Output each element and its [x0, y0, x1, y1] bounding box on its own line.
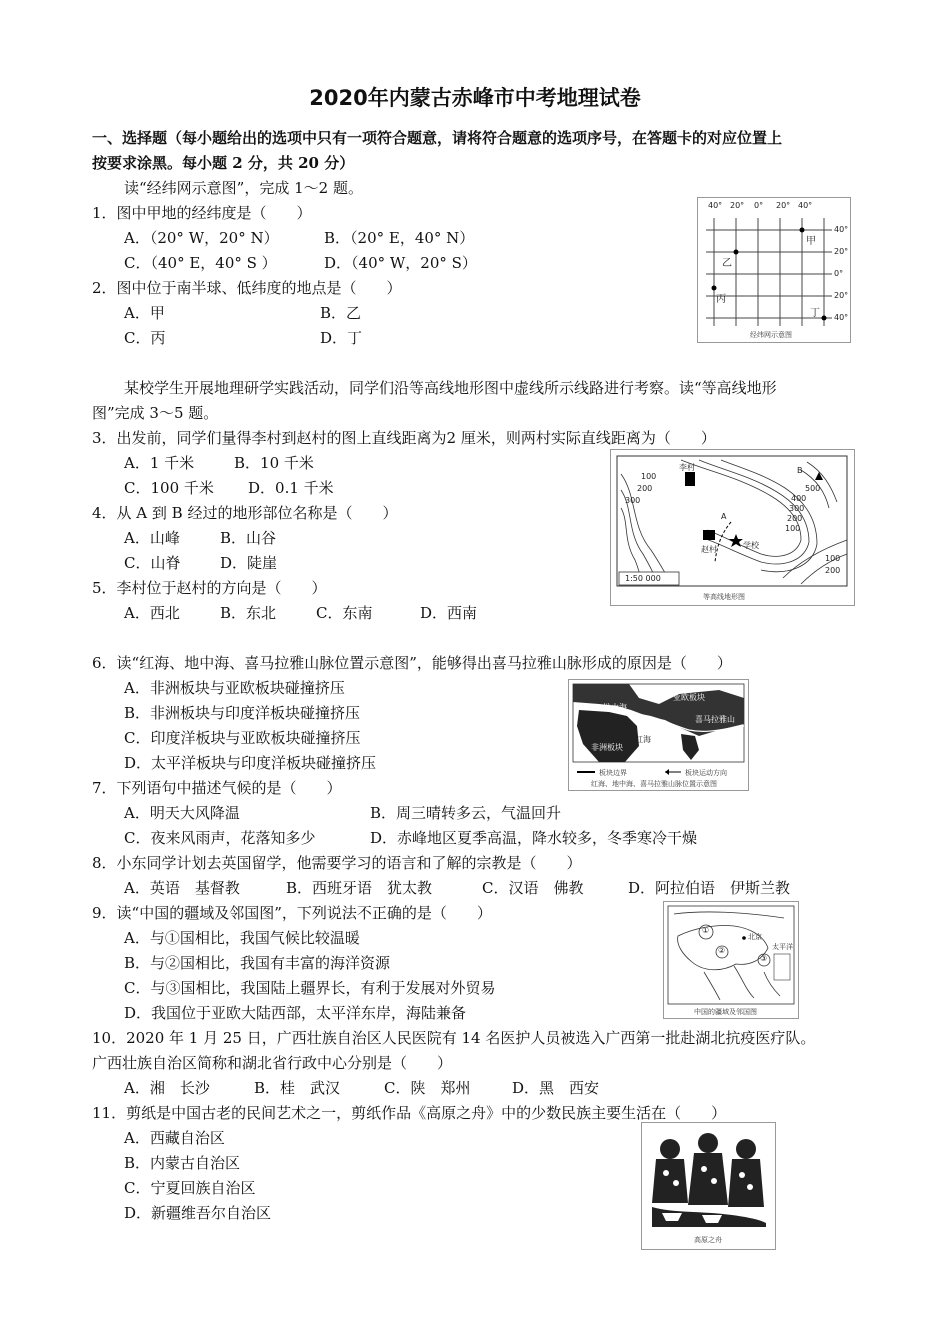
q10-option-c: C．陕 郑州: [384, 1079, 471, 1097]
q2-option-a: A．甲: [124, 304, 165, 322]
q7-option-c: C．夜来风雨声，花落知多少: [124, 829, 316, 847]
papercut-figure: [641, 1122, 776, 1250]
q10-stem-line1: 10．2020 年 1 月 25 日，广西壮族自治区人民医院有 14 名医护人员被选入广西第一批赴湖北抗疫医疗队。: [92, 1029, 816, 1047]
li-village-label: 李村: [679, 463, 695, 472]
q6-option-a: A．非洲板块与亚欧板块碰撞挤压: [124, 679, 345, 697]
intro-2-line1: 某校学生开展地理研学实践活动，同学们沿等高线地形图中虚线所示线路进行考察。读“等高线地形: [124, 379, 777, 397]
contour-caption: 等高线地形图: [703, 593, 745, 601]
red-sea-label: 红海: [635, 735, 651, 744]
label-jia: 甲: [806, 236, 816, 247]
school-label: 学校: [743, 541, 759, 550]
label-bing: 丙: [716, 294, 726, 305]
q11-option-d: D．新疆维吾尔自治区: [124, 1204, 272, 1222]
point-a-label: A: [721, 512, 727, 521]
point-jia: [800, 228, 805, 233]
african-plate-label: 非洲板块: [591, 743, 623, 752]
q7-option-d: D．赤峰地区夏季高温，降水较多，冬季寒冷干燥: [370, 829, 698, 847]
plates-caption: 红海、地中海、喜马拉雅山脉位置示意图: [591, 780, 717, 788]
q11-option-b: B．内蒙古自治区: [124, 1154, 241, 1172]
route-line: [715, 522, 731, 562]
q5-stem: 5．李村位于赵村的方向是（ ）: [92, 579, 327, 597]
contour-label: 400: [791, 494, 807, 503]
q1-option-d: D．（40° W，20° S）: [324, 254, 477, 272]
beijing-dot: [742, 936, 746, 940]
country-3-label: ③: [760, 954, 768, 963]
point-ding: [822, 316, 827, 321]
q4-option-d: D．陡崖: [220, 554, 278, 572]
china-map-figure: [663, 901, 799, 1019]
q6-option-b: B．非洲板块与印度洋板块碰撞挤压: [124, 704, 361, 722]
contour-label: 500: [805, 484, 821, 493]
q9-stem: 9．读“中国的疆域及邻国图”，下列说法不正确的是（ ）: [92, 904, 492, 922]
q4-option-a: A．山峰: [124, 529, 180, 547]
pacific-label: 太平洋: [772, 943, 793, 951]
q5-option-a: A．西北: [124, 604, 180, 622]
q2-option-c: C．丙: [124, 329, 166, 347]
q5-option-b: B．东北: [220, 604, 277, 622]
graticule-map: [698, 198, 850, 342]
q2-stem: 2．图中位于南半球、低纬度的地点是（ ）: [92, 279, 402, 297]
lat-label: 0°: [834, 269, 844, 278]
q7-option-a: A．明天大风降温: [124, 804, 240, 822]
intro-2-line2: 图”完成 3～5 题。: [92, 404, 219, 422]
q8-option-d: D．阿拉伯语 伊斯兰教: [628, 879, 791, 897]
q3-option-d: D．0.1 千米: [248, 479, 334, 497]
q10-option-b: B．桂 武汉: [254, 1079, 341, 1097]
q11-option-a: A．西藏自治区: [124, 1129, 225, 1147]
q6-option-c: C．印度洋板块与亚欧板块碰撞挤压: [124, 729, 361, 747]
peak-triangle-icon: [815, 472, 823, 480]
contour-figure: [610, 449, 855, 606]
beijing-label: 北京: [748, 933, 762, 941]
lon-label: 0°: [754, 201, 764, 210]
lon-label: 20°: [730, 201, 745, 210]
q1-option-b: B．（20° E，40° N）: [324, 229, 475, 247]
lat-label: 20°: [834, 291, 849, 300]
contour-label: 200: [637, 484, 653, 493]
q3-option-c: C．100 千米: [124, 479, 214, 497]
q11-stem: 11．剪纸是中国古老的民间艺术之一，剪纸作品《高原之舟》中的少数民族主要生活在（ ）: [92, 1104, 727, 1122]
contour-label: 100: [825, 554, 841, 563]
point-yi: [734, 250, 739, 255]
papercut-image: [642, 1123, 775, 1249]
contour-label: 100: [785, 524, 801, 533]
q8-stem: 8．小东同学计划去英国留学，他需要学习的语言和了解的宗教是（ ）: [92, 854, 582, 872]
lon-label: 40°: [798, 201, 813, 210]
q4-option-c: C．山脊: [124, 554, 181, 572]
q3-stem: 3．出发前，同学们量得李村到赵村的图上直线距离为2 厘米，则两村实际直线距离为（ ）: [92, 429, 716, 447]
china-map-caption: 中国的疆域及邻国图: [694, 1008, 757, 1016]
q6-stem: 6．读“红海、地中海、喜马拉雅山脉位置示意图”，能够得出喜马拉雅山脉形成的原因是（ ）: [92, 654, 732, 672]
himalaya-label: 喜马拉雅山: [695, 715, 735, 724]
q7-option-b: B．周三晴转多云，气温回升: [370, 804, 562, 822]
q5-option-c: C．东南: [316, 604, 373, 622]
q10-option-a: A．湘 长沙: [124, 1079, 210, 1097]
q2-option-d: D．丁: [320, 329, 363, 347]
q7-stem: 7．下列语句中描述气候的是（ ）: [92, 779, 342, 797]
legend-arrow-icon: [665, 769, 669, 775]
map-scale: 1:50 000: [625, 574, 661, 583]
q10-stem-line2: 广西壮族自治区简称和湖北省行政中心分别是（ ）: [92, 1054, 453, 1072]
graticule-caption: 经纬网示意图: [750, 331, 792, 339]
q1-option-c: C．（40° E，40° S ）: [124, 254, 277, 272]
section-heading-line1: 一、选择题（每小题给出的选项中只有一项符合题意，请将符合题意的选项序号，在答题卡的对应位置上: [92, 129, 783, 147]
country-2-label: ②: [718, 946, 726, 955]
legend-boundary-label: 板块边界: [599, 769, 627, 777]
graticule-figure: [697, 197, 851, 343]
q11-option-c: C．宁夏回族自治区: [124, 1179, 256, 1197]
zhao-village-label: 赵村: [701, 545, 717, 554]
page-title: 2020年内蒙古赤峰市中考地理试卷: [309, 86, 641, 110]
q2-option-b: B．乙: [320, 304, 362, 322]
q5-option-d: D．西南: [420, 604, 478, 622]
plates-figure: [568, 679, 749, 791]
q9-option-b: B．与②国相比，我国有丰富的海洋资源: [124, 954, 391, 972]
q10-option-d: D．黑 西安: [512, 1079, 600, 1097]
q9-option-d: D．我国位于亚欧大陆西部，太平洋东岸，海陆兼备: [124, 1004, 467, 1022]
papercut-caption: 高原之舟: [694, 1236, 722, 1244]
section-heading-line2: 按要求涂黑。每小题 2 分，共 20 分）: [92, 154, 355, 172]
lat-label: 40°: [834, 313, 849, 322]
china-map: [664, 902, 798, 1018]
country-1-label: ①: [702, 926, 710, 935]
contour-label: 200: [825, 566, 841, 575]
eurasian-plate-label: 亚欧板块: [673, 693, 705, 702]
q9-option-a: A．与①国相比，我国气候比较温暖: [124, 929, 360, 947]
zhao-village-mark: [703, 530, 715, 540]
lon-label: 40°: [708, 201, 723, 210]
q3-option-a: A．1 千米: [124, 454, 195, 472]
q3-option-b: B．10 千米: [234, 454, 314, 472]
mediterranean-label: 地中海: [603, 703, 627, 712]
lat-label: 40°: [834, 225, 849, 234]
point-b-label: B: [797, 466, 803, 475]
q6-option-d: D．太平洋板块与印度洋板块碰撞挤压: [124, 754, 377, 772]
q4-stem: 4．从 A 到 B 经过的地形部位名称是（ ）: [92, 504, 398, 522]
q1-stem: 1．图中甲地的经纬度是（ ）: [92, 204, 312, 222]
lat-label: 20°: [834, 247, 849, 256]
q1-option-a: A．（20° W，20° N）: [124, 229, 279, 247]
lon-label: 20°: [776, 201, 791, 210]
legend-arrow-label: 板块运动方向: [685, 769, 727, 777]
q9-option-c: C．与③国相比，我国陆上疆界长，有利于发展对外贸易: [124, 979, 496, 997]
intro-1: 读“经纬网示意图”，完成 1～2 题。: [124, 179, 363, 197]
label-yi: 乙: [722, 258, 732, 269]
contour-label: 300: [789, 504, 805, 513]
label-ding: 丁: [810, 308, 820, 319]
contour-label: 200: [787, 514, 803, 523]
q8-option-c: C．汉语 佛教: [482, 879, 584, 897]
contour-label: 300: [625, 496, 641, 505]
li-village-mark: [685, 472, 695, 486]
q8-option-a: A．英语 基督教: [124, 879, 240, 897]
q8-option-b: B．西班牙语 犹太教: [286, 879, 433, 897]
contour-label: 100: [641, 472, 657, 481]
q4-option-b: B．山谷: [220, 529, 277, 547]
